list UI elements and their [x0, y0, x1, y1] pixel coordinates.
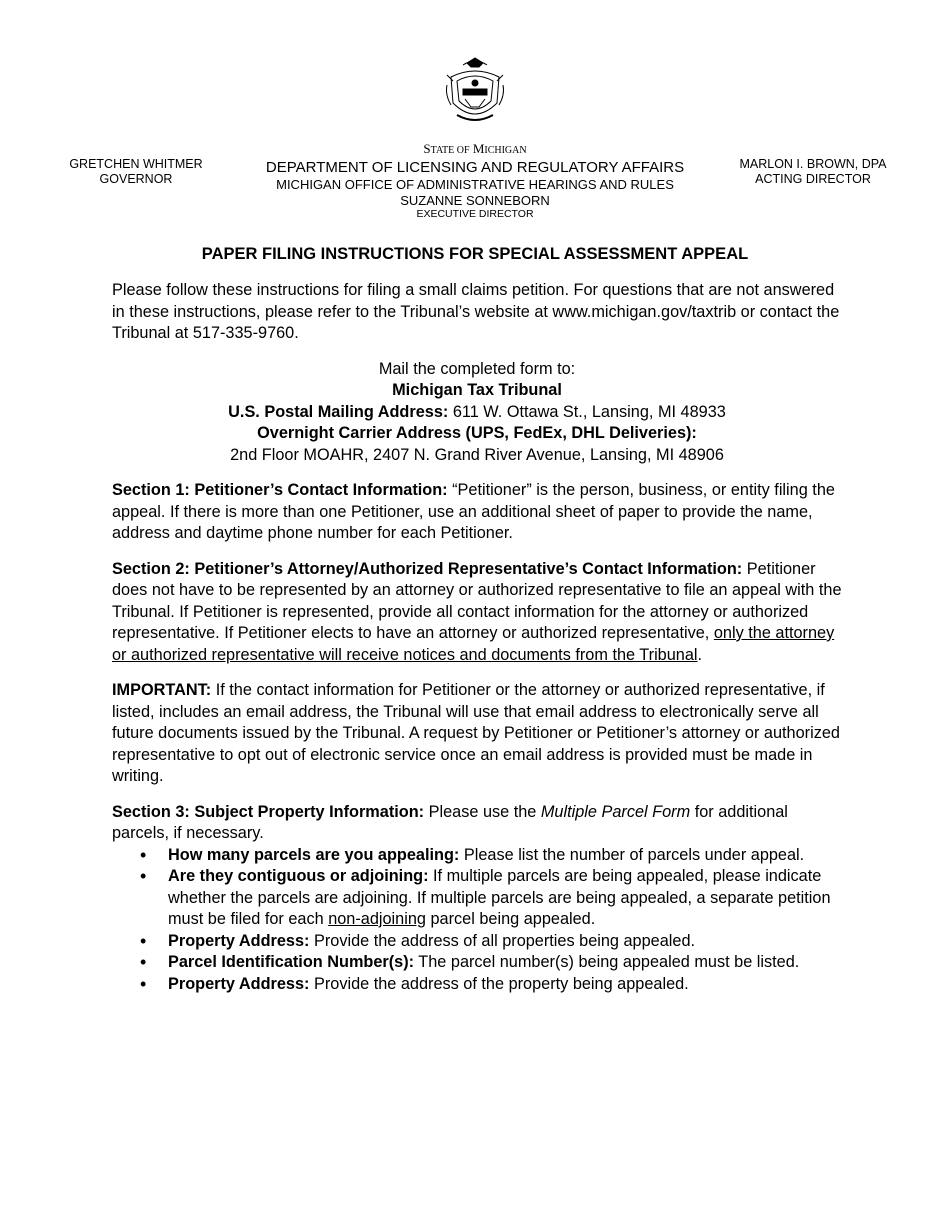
list-item: • Property Address: Provide the address of all properties being appealed.: [168, 931, 842, 953]
tribunal-name: Michigan Tax Tribunal: [392, 381, 562, 399]
michigan-seal-icon: [443, 55, 507, 127]
list-item: • Parcel Identification Number(s): The parcel number(s) being appealed must be listed.: [168, 952, 842, 974]
page-title: PAPER FILING INSTRUCTIONS FOR SPECIAL ASSESSMENT APPEAL: [201, 245, 749, 263]
instructions-body: [112, 280, 842, 995]
list-item: • Property Address: Provide the address of the property being appealed.: [168, 974, 842, 996]
executive-name: SUZANNE SONNEBORN: [400, 193, 550, 208]
overnight-label: Overnight Carrier Address (UPS, FedEx, DHL Deliveries):: [257, 424, 697, 442]
mailing-block: [112, 359, 842, 467]
mail-instruction: Mail the completed form to:: [378, 359, 576, 378]
section-3: Section 3: Subject Property Information: Please use the Multiple Parcel Form for additional parcels, if necessary.: [112, 802, 788, 842]
governor-block: [56, 157, 216, 187]
director-name: MARLON I. BROWN, DPA: [739, 157, 887, 171]
postal-address: U.S. Postal Mailing Address: 611 W. Ottawa St., Lansing, MI 48933: [228, 402, 726, 421]
department-name: DEPARTMENT OF LICENSING AND REGULATORY AFFAIRS: [265, 159, 685, 176]
section-1: Section 1: Petitioner’s Contact Information: “Petitioner” is the person, business, or entity filing the appeal. If there is more than one Petitioner, use an additional sheet of paper to provide the name, address and daytime phone number for each Petitioner.: [112, 481, 835, 542]
executive-title: EXECUTIVE DIRECTOR: [416, 208, 534, 220]
section-3-list: [112, 845, 842, 996]
director-block: [728, 157, 898, 187]
department-block: [235, 141, 715, 221]
director-title: ACTING DIRECTOR: [755, 172, 871, 186]
important-notice: IMPORTANT: If the contact information for Petitioner or the attorney or authorized representative, if listed, includes an email address, the Tribunal will use that email address to electronically serve all future documents issued by the Tribunal. A request by Petitioner or Petitioner’s attorney or authorized representative to opt out of electronic service once an email address is provided must be made in writing.: [112, 681, 840, 785]
overnight-address: 2nd Floor MOAHR, 2407 N. Grand River Avenue, Lansing, MI 48906: [230, 445, 724, 464]
office-name: MICHIGAN OFFICE OF ADMINISTRATIVE HEARINGS AND RULES: [276, 177, 674, 192]
governor-name: GRETCHEN WHITMER: [69, 157, 203, 171]
intro-paragraph: Please follow these instructions for filing a small claims petition. For questions that are not answered in these instructions, please refer to the Tribunal’s website at www.michigan.gov/taxtrib or contact the Tribunal at 517-335-9760.: [112, 281, 840, 342]
list-item: • How many parcels are you appealing: Please list the number of parcels under appeal.: [168, 845, 842, 867]
section-2: Section 2: Petitioner’s Attorney/Authorized Representative’s Contact Information: Petitioner does not have to be represented by an attorney or authorized representative to file an appeal with the Tribunal. If Petitioner is represented, provide all contact information for the attorney or authorized representative. If Petitioner elects to have an attorney or authorized representative, only the attorney or authorized representative will receive notices and documents from the Tribunal.: [112, 559, 842, 664]
list-item: • Are they contiguous or adjoining: If multiple parcels are being appealed, please indicate whether the parcels are adjoining. If multiple parcels are being appealed, a separate petition must be filed for each non-adjoining parcel being appealed.: [168, 866, 842, 931]
state-name: STATE OF MICHIGAN: [423, 141, 527, 156]
governor-title: GOVERNOR: [99, 172, 173, 186]
